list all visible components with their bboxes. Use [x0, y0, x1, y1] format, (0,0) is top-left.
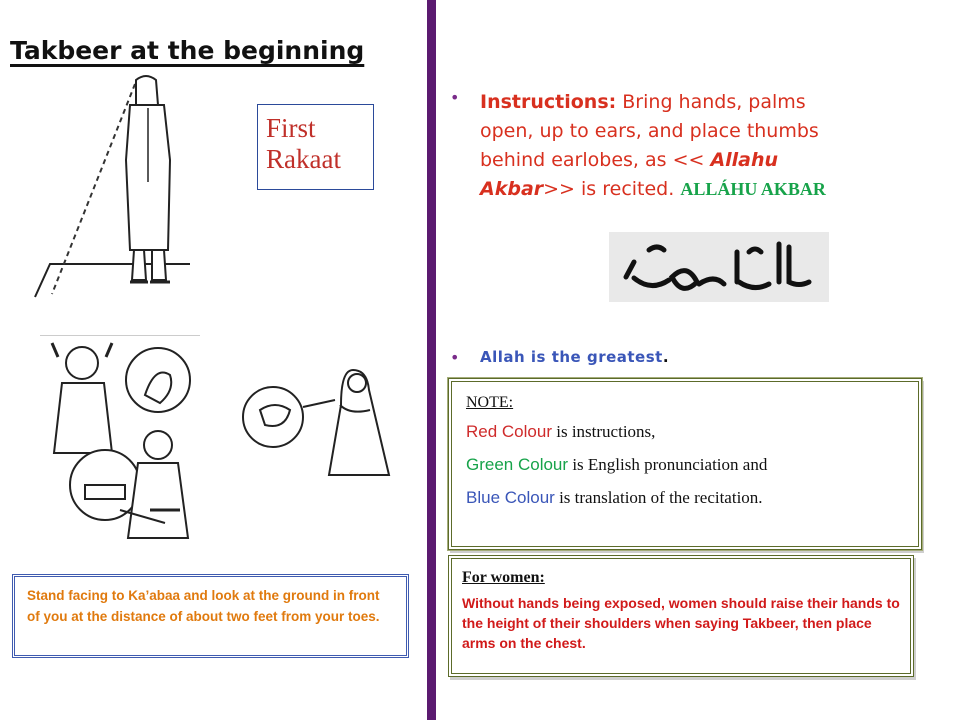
women-body: Without hands being exposed, women should raise their hands to the height of their shoulders when saying Takbeer, then place arms on the chest. — [462, 595, 900, 651]
first-rakaat-box — [257, 104, 374, 190]
note-key-blue: Blue Colour — [466, 488, 555, 507]
page-title: Takbeer at the beginning — [10, 36, 365, 65]
translation-main: Allah is the greatest — [480, 348, 663, 366]
note-rest-green: is English pronunciation and — [568, 455, 768, 474]
instructions-label: Instructions: — [480, 91, 617, 113]
woman-raising-hands-illustration — [235, 365, 395, 480]
rakaat-line1: First — [266, 113, 316, 143]
instructions-text — [480, 88, 840, 204]
note-title: NOTE: — [466, 394, 514, 411]
note-line-green — [466, 455, 904, 475]
instructions-part1: Bring hands, palms open, up to ears, and place thumbs behind earlobes, as << — [480, 91, 819, 171]
arabic-calligraphy-image — [609, 232, 829, 302]
standing-figure-illustration — [30, 72, 200, 307]
vertical-divider — [427, 0, 436, 720]
stand-facing-note: Stand facing to Ka’abaa and look at the ground in front of you at the distance of about two feet from your toes. — [12, 574, 409, 658]
translation-period: . — [662, 348, 670, 366]
translation-bullet — [450, 348, 669, 367]
bullet-icon: • — [450, 88, 460, 107]
allahu-akbar-italic: Allahu Akbar — [480, 149, 779, 200]
for-women-box — [448, 555, 914, 677]
translation-text — [480, 348, 669, 367]
note-key-red: Red Colour — [466, 422, 552, 441]
pronunciation-text: ALLÁHU AKBAR — [680, 179, 826, 199]
instructions-bullet — [450, 88, 840, 204]
women-title: For women: — [462, 569, 545, 586]
instructions-part2: >> is recited. — [543, 178, 681, 200]
men-raising-hands-illustration — [40, 335, 205, 540]
note-rest-red: is instructions, — [552, 422, 656, 441]
note-line-blue — [466, 488, 904, 508]
note-box — [448, 378, 922, 550]
note-line-red — [466, 422, 904, 442]
note-rest-blue: is translation of the recitation. — [554, 488, 763, 507]
note-key-green: Green Colour — [466, 455, 569, 474]
bullet-icon: • — [450, 348, 460, 367]
rakaat-line2: Rakaat — [266, 144, 341, 174]
